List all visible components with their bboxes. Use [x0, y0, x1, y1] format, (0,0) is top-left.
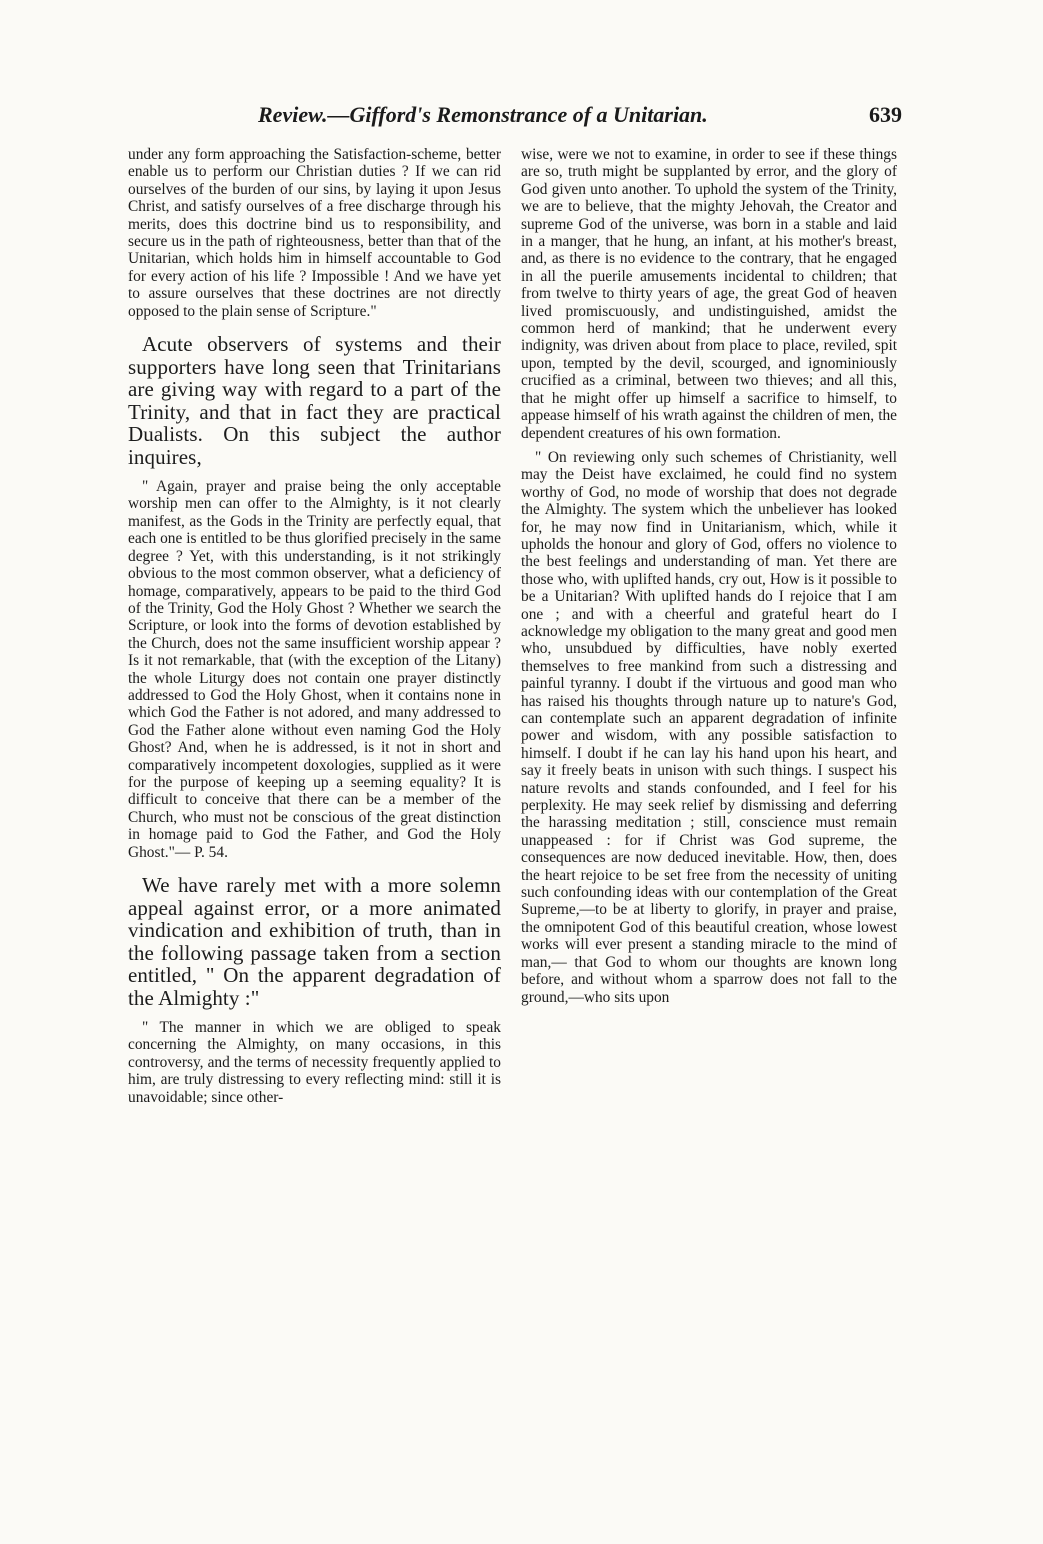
page-number: 639 [869, 102, 902, 127]
running-title: Review.—Gifford's Remonstrance of a Unitarian. [258, 102, 708, 127]
quote-continuation: wise, were we not to examine, in order to see if these things are so, truth might be supplanted by error, and the glory of God given unto another. To uphold the system of the Trinity, we are to believe, that the mighty Jehovah, the Creator and supreme God of the universe, was born in a stable and laid in a manger, that he hung, an infant, at his mother's breast, and, as there is no evidence to the contrary, that he engaged in all the puerile amusements incidental to children; that from twelve to thirty years of age, the great God of heaven lived promiscuously, and undistinguished, amidst the common herd of mankind; that he underwent every indignity, was driven about from place to place, reviled, spit upon, tempted by the devil, scourged, and ignominiously crucified as a criminal, between two thieves; and all this, that he might offer up himself a sacrifice to himself, to appease himself of his wrath against the children of men, the dependent creatures of his own formation. [521, 146, 897, 442]
quote-paragraph: " The manner in which we are obliged to speak concerning the Almighty, on many occasions, in this controversy, and the terms of necessity frequently applied to him, are truly distressing to every reflecting mind: still it is unavoidable; since other- [128, 1019, 501, 1106]
quote-continuation: under any form approaching the Satisfaction-scheme, better enable us to perform our Christian duties ? If we can rid ourselves of the burden of our sins, by laying it upon Jesus Christ, and satisfy ourselves of a free discharge through his merits, does this doctrine bind us to responsibility, and secure us in the path of righteousness, better than that of the Unitarian, which holds him in himself accountable to God for every action of his life ? Impossible ! And we have yet to assure ourselves that these doctrines are not directly opposed to the plain sense of Scripture." [128, 146, 501, 320]
page-header [130, 100, 902, 132]
right-column [521, 146, 897, 1436]
quote-paragraph: " On reviewing only such schemes of Christianity, well may the Deist have exclaimed, he could find no system worthy of God, no mode of worship that does not degrade the Almighty. The system which the unbeliever has looked for, he may now find in Unitarianism, which, while it upholds the honour and glory of God, offers no violence to the best feelings and understanding of man. Yet there are those who, with uplifted hands, cry out, How is it possible to be a Unitarian? With uplifted hands do I rejoice that I am one ; and with a cheerful and grateful heart do I acknowledge my obligation to the many great and good men who, unsubdued by difficulties, have nobly exerted themselves to free mankind from such a distressing and painful tyranny. I doubt if the virtuous and good man who has raised his thoughts through nature up to nature's God, can contemplate such an apparent degradation of infinite power and wisdom, with any possible satisfaction to himself. I doubt if he can lay his hand upon his heart, and say it freely beats in unison with such things. I suspect his nature revolts and stands confounded, and I feel for his perplexity. He may seek relief by dismissing and deferring the harassing meditation ; still, conscience must remain unappeased : for if Christ was God supreme, the consequences are now deduced inevitable. How, then, does the heart rejoice to be set free from the necessity of uniting such confounding ideas with our contemplation of the Great Supreme,—to be at liberty to glorify, in prayer and praise, the omnipotent God of this beautiful creation, whose lowest works will ever present a standing miracle to the mind of man,— that God to whom our thoughts are known long before, and without whom a sparrow does not fall to the ground,—who sits upon [521, 448, 897, 1006]
quote-paragraph: " Again, prayer and praise being the only acceptable worship men can offer to the Almighty, is it not clearly manifest, as the Gods in the Trinity are perfectly equal, that each one is entitled to be thus glorified precisely in the same degree ? Yet, with this understanding, is it not strikingly obvious to the most common observer, what a deficiency of homage, comparatively, appears to be paid to the third God of the Trinity, God the Holy Ghost ? Whether we search the Scripture, or look into the forms of devotion established by the Church, does not the same insufficient worship appear ? Is it not remarkable, that (with the exception of the Litany) the whole Liturgy does not contain one prayer distinctly addressed to God the Holy Ghost, when it contains none in which God the Father is not adored, and many addressed to God the Father alone without even naming God the Holy Ghost? And, when he is addressed, is it not in short and comparatively incompetent doxologies, supplied as it were for the purpose of keeping up a seeming equality? It is difficult to conceive that there can be a member of the Church, who must not be conscious of the great distinction in homage paid to God the Father, and God the Holy Ghost."— P. 54. [128, 478, 501, 861]
reviewer-paragraph: We have rarely met with a more solemn appeal against error, or a more animated vindication and exhibition of truth, than in the following passage taken from a section entitled, " On the apparent degradation of the Almighty :" [128, 873, 501, 1010]
reviewer-paragraph: Acute observers of systems and their supporters have long seen that Trinitarians are giving way with regard to a part of the Trinity, and that in fact they are practical Dualists. On this subject the author inquires, [128, 332, 501, 469]
left-column [128, 146, 501, 1436]
